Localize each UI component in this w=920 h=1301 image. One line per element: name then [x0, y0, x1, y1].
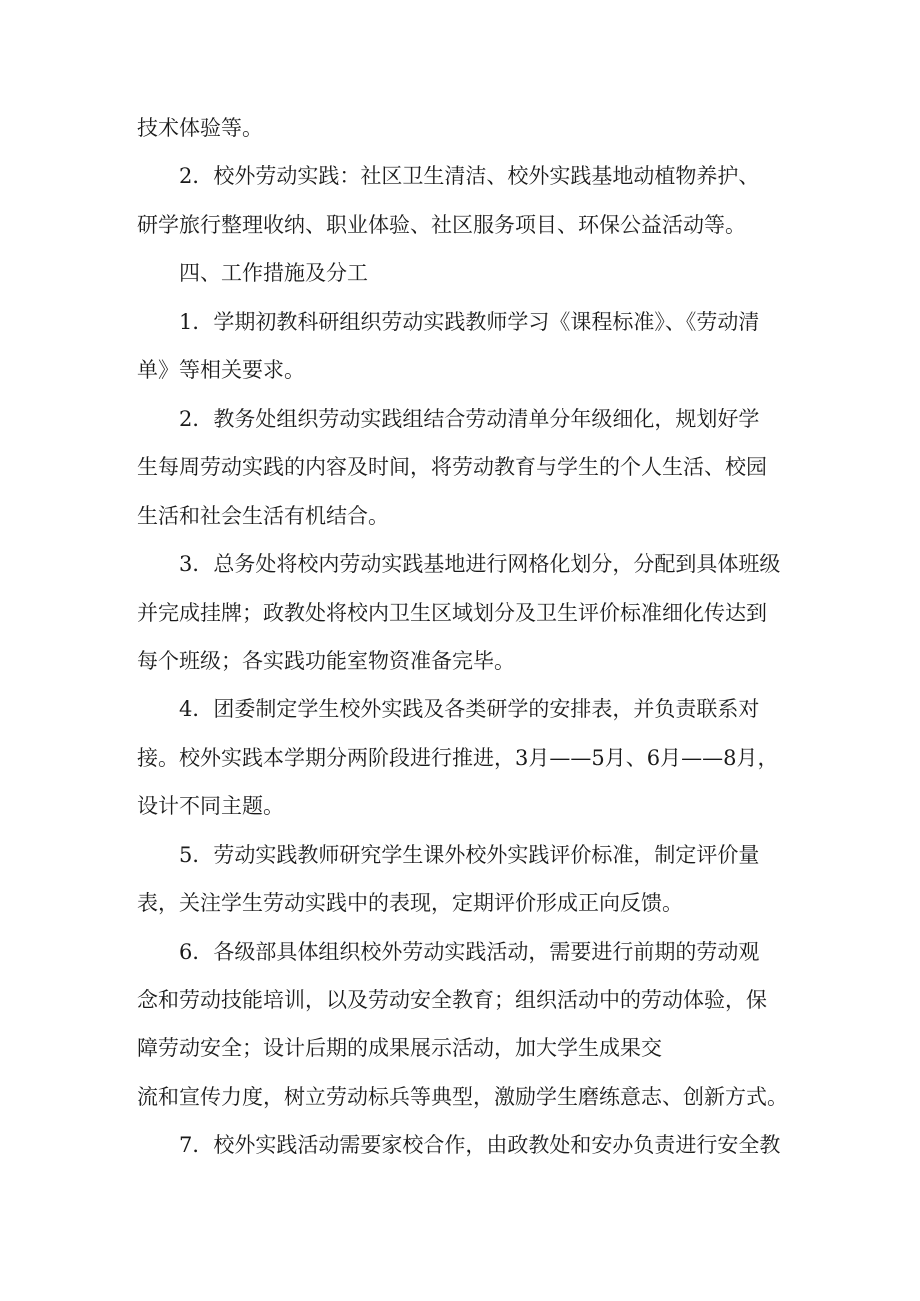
text-line: 障劳动安全；设计后期的成果展示活动，加大学生成果交 — [137, 1036, 662, 1060]
text-line: 单》等相关要求。 — [137, 358, 305, 382]
text-line: 生活和社会生活有机结合。 — [137, 504, 389, 528]
text-line: 5．劳动实践教师研究学生课外校外实践评价标准，制定评价量 — [137, 843, 760, 867]
section-heading: 四、工作措施及分工 — [137, 261, 368, 285]
text-line: 生每周劳动实践的内容及时间，将劳动教育与学生的个人生活、校园 — [137, 455, 767, 479]
text-line: 每个班级；各实践功能室物资准备完毕。 — [137, 649, 515, 673]
text-line: 2．校外劳动实践：社区卫生清洁、校外实践基地动植物养护、 — [137, 164, 760, 188]
text-line: 6．各级部具体组织校外劳动实践活动，需要进行前期的劳动观 — [137, 940, 760, 964]
text-line: 流和宣传力度，树立劳动标兵等典型，激励学生磨练意志、创新方式。 — [137, 1085, 788, 1109]
text-line: 表，关注学生劳动实践中的表现，定期评价形成正向反馈。 — [137, 891, 683, 915]
text-line: 研学旅行整理收纳、职业体验、社区服务项目、环保公益活动等。 — [137, 213, 746, 237]
text-line: 2．教务处组织劳动实践组结合劳动清单分年级细化，规划好学 — [137, 407, 760, 431]
text-line: 7．校外实践活动需要家校合作，由政教处和安办负责进行安全教 — [137, 1133, 781, 1157]
text-line: 4．团委制定学生校外实践及各类研学的安排表，并负责联系对 — [137, 697, 760, 721]
text-line: 念和劳动技能培训，以及劳动安全教育；组织活动中的劳动体验，保 — [137, 988, 767, 1012]
text-line: 3．总务处将校内劳动实践基地进行网格化划分，分配到具体班级 — [137, 552, 781, 576]
text-line: 接。校外实践本学期分两阶段进行推进，3月——5月、6月——8月， — [137, 746, 779, 770]
text-line: 设计不同主题。 — [137, 794, 284, 818]
text-line: 技术体验等。 — [137, 116, 263, 140]
text-line: 并完成挂牌；政教处将校内卫生区域划分及卫生评价标准细化传达到 — [137, 601, 767, 625]
text-line: 1．学期初教科研组织劳动实践教师学习《课程标准》、《劳动清 — [137, 310, 760, 334]
